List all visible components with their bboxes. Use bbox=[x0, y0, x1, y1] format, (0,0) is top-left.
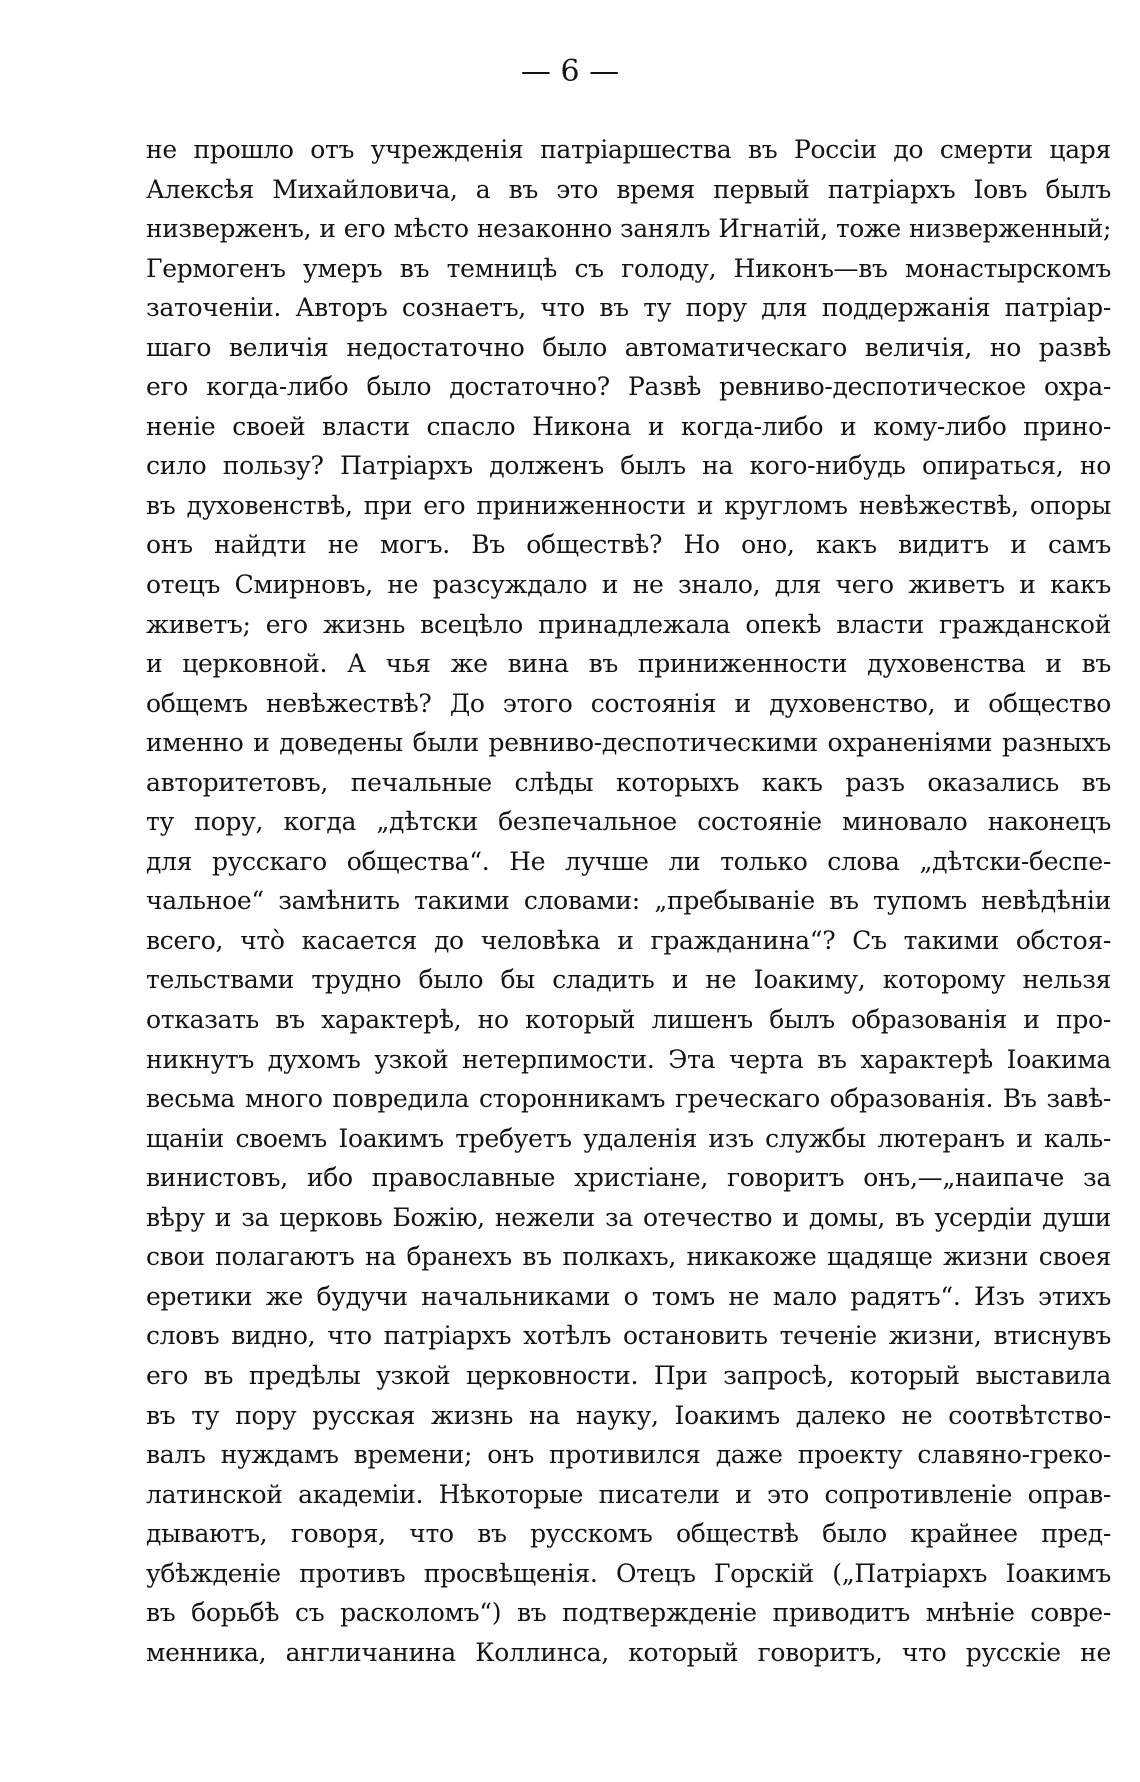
text-line: авторитетовъ, печальные слѣды которыхъ какъ разъ оказались въ bbox=[146, 767, 1111, 797]
text-line: вѣру и за церковь Божію, нежели за отечество и домы, въ усердіи души bbox=[146, 1202, 1111, 1232]
text-line: валъ нуждамъ времени; онъ противился даже проекту славяно-греко- bbox=[146, 1440, 1111, 1470]
text-line: въ духовенствѣ, при его приниженности и кругломъ невѣжествѣ, опоры bbox=[146, 490, 1111, 520]
text-line: никнутъ духомъ узкой нетерпимости. Эта черта въ характерѣ Іоакима bbox=[146, 1044, 1111, 1074]
text-line: отецъ Смирновъ, не разсуждало и не знало, для чего живетъ и какъ bbox=[146, 570, 1111, 600]
text-line: шаго величія недостаточно было автоматическаго величія, но развѣ bbox=[146, 332, 1111, 362]
text-line: Алексѣя Михайловича, а въ это время первый патріархъ Іовъ былъ bbox=[146, 174, 1111, 204]
text-line: дываютъ, говоря, что въ русскомъ обществѣ было крайнее пред- bbox=[146, 1519, 1111, 1549]
text-line: всего, что̀ касается до человѣка и гражданина“? Съ такими обстоя- bbox=[146, 925, 1111, 955]
text-line: весьма много повредила сторонникамъ греческаго образованія. Въ завѣ- bbox=[146, 1084, 1111, 1114]
text-line: латинской академіи. Нѣкоторые писатели и это сопротивленіе оправ- bbox=[146, 1479, 1111, 1509]
text-line: Гермогенъ умеръ въ темницѣ съ голоду, Никонъ—въ монастырскомъ bbox=[146, 253, 1111, 283]
text-line: низверженъ, и его мѣсто незаконно занялъ Игнатій, тоже низверженный; bbox=[146, 214, 1111, 244]
text-line: винистовъ, ибо православные христіане, говоритъ онъ,—„наипаче за bbox=[146, 1163, 1111, 1193]
text-line: отказать въ характерѣ, но который лишенъ былъ образованія и про- bbox=[146, 1005, 1111, 1035]
text-line: словъ видно, что патріархъ хотѣлъ остановить теченіе жизни, втиснувъ bbox=[146, 1321, 1111, 1351]
text-line: убѣжденіе противъ просвѣщенія. Отецъ Горскій („Патріархъ Іоакимъ bbox=[146, 1558, 1111, 1588]
text-line: живетъ; его жизнь всецѣло принадлежала опекѣ власти гражданской bbox=[146, 609, 1111, 639]
body-text bbox=[146, 130, 1111, 1672]
text-line: щаніи своемъ Іоакимъ требуетъ удаленія изъ службы лютеранъ и каль- bbox=[146, 1123, 1111, 1153]
text-line: онъ найдти не могъ. Въ обществѣ? Но оно, какъ видитъ и самъ bbox=[146, 530, 1111, 560]
text-line: неніе своей власти спасло Никона и когда-либо и кому-либо прино- bbox=[146, 411, 1111, 441]
text-line: общемъ невѣжествѣ? До этого состоянія и духовенство, и общество bbox=[146, 688, 1111, 718]
text-line: для русскаго общества“. Не лучше ли только слова „дѣтски-беспе- bbox=[146, 846, 1111, 876]
text-line: не прошло отъ учрежденія патріаршества въ Россіи до смерти царя bbox=[146, 135, 1111, 164]
text-line: свои полагаютъ на бранехъ въ полкахъ, никакоже щадяще жизни своея bbox=[146, 1242, 1111, 1272]
text-line: именно и доведены были ревниво-деспотическими охраненіями разныхъ bbox=[146, 728, 1111, 758]
text-line: въ борьбѣ съ расколомъ“) въ подтвержденіе приводитъ мнѣніе совре- bbox=[146, 1598, 1111, 1628]
text-line: еретики же будучи начальниками о томъ не мало радятъ“. Изъ этихъ bbox=[146, 1281, 1111, 1311]
page-number: — 6 — bbox=[520, 54, 620, 89]
text-line: менника, англичанина Коллинса, который говоритъ, что русскіе не bbox=[146, 1637, 1111, 1667]
text-line: тельствами трудно было бы сладить и не Іоакиму, которому нельзя bbox=[146, 965, 1111, 995]
text-line: его когда-либо было достаточно? Развѣ ревниво-деспотическое охра- bbox=[146, 372, 1111, 402]
text-line: сило пользу? Патріархъ долженъ былъ на кого-нибудь опираться, но bbox=[146, 451, 1111, 481]
text-line: ту пору, когда „дѣтски безпечальное состояніе миновало наконецъ bbox=[146, 807, 1111, 837]
text-line: въ ту пору русская жизнь на науку, Іоакимъ далеко не соотвѣтство- bbox=[146, 1400, 1111, 1430]
text-line: заточеніи. Авторъ сознаетъ, что въ ту пору для поддержанія патріар- bbox=[146, 293, 1111, 323]
text-line: его въ предѣлы узкой церковности. При запросѣ, который выставила bbox=[146, 1360, 1111, 1390]
text-line: чальное“ замѣнить такими словами: „пребываніе въ тупомъ невѣдѣніи bbox=[146, 886, 1111, 916]
text-line: и церковной. А чья же вина въ приниженности духовенства и въ bbox=[146, 649, 1111, 679]
